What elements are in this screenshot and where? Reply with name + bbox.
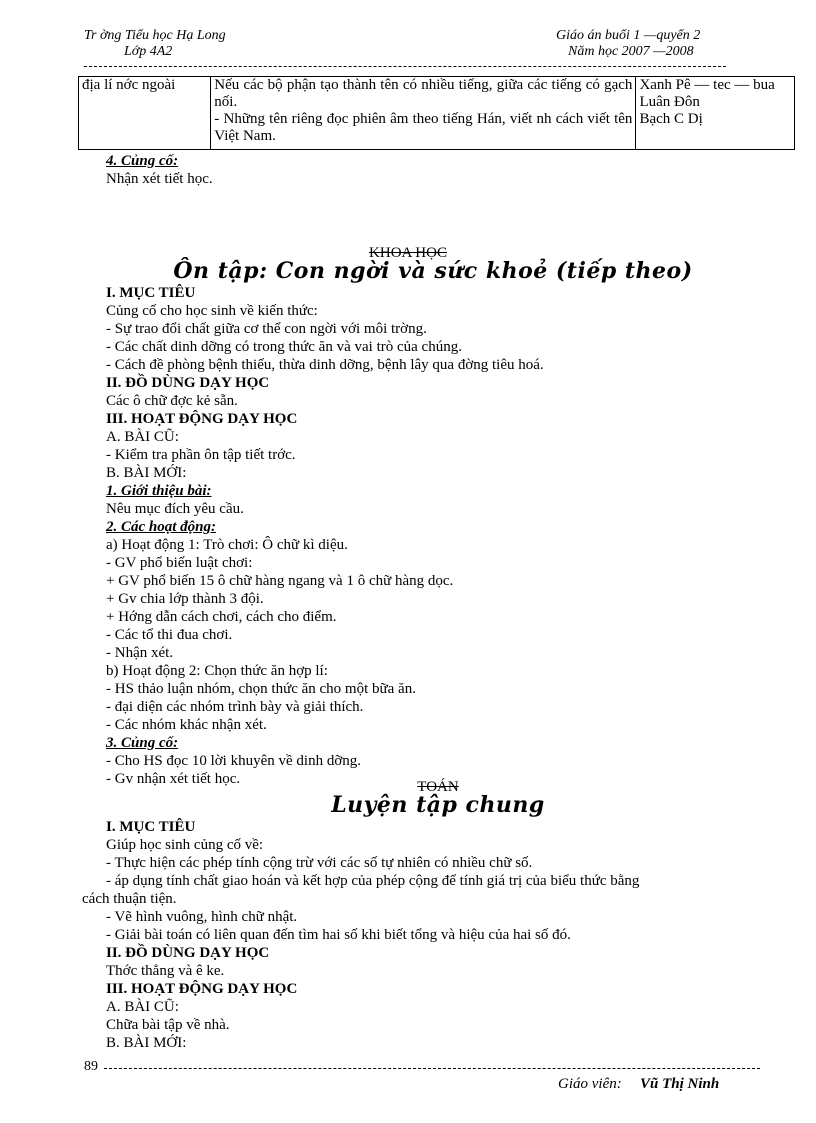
example-line: Xanh Pê — tec — bua bbox=[639, 77, 775, 93]
body-line: - Gv nhận xét tiết học. bbox=[106, 771, 241, 787]
subsection-heading: 2. Các hoạt động: bbox=[106, 519, 217, 535]
lesson-title-math: Luyện tập chung bbox=[331, 792, 545, 818]
body-line: - Các tổ thi đua chơi. bbox=[106, 627, 233, 643]
section-heading: II. ĐỒ DÙNG DẠY HỌC bbox=[106, 375, 270, 391]
body-line: A. BÀI CŨ: bbox=[106, 999, 179, 1015]
section-heading: I. MỤC TIÊU bbox=[106, 285, 196, 301]
body-line: B. BÀI MỚI: bbox=[106, 465, 187, 481]
body-line: + GV phổ biến 15 ô chữ hàng ngang và 1 ô chữ hàng dọc. bbox=[106, 573, 454, 589]
school-year: Năm học 2007 —2008 bbox=[568, 44, 694, 59]
body-line: - áp dụng tính chất giao hoán và kết hợp của phép cộng để tính giá trị của biểu thức bằng bbox=[106, 873, 640, 889]
body-line: Giúp học sinh củng cố về: bbox=[106, 837, 264, 853]
body-line: - Các nhóm khác nhận xét. bbox=[106, 717, 267, 733]
body-line: Nêu mục đích yêu cầu. bbox=[106, 501, 244, 517]
body-line: - đại diện các nhóm trình bày và giải thích. bbox=[106, 699, 364, 715]
body-line: - Vẽ hình vuông, hình chữ nhật. bbox=[106, 909, 298, 925]
subject-science: KHOA HỌC bbox=[369, 245, 447, 261]
body-line: + Hớng dẫn cách chơi, cách cho điểm. bbox=[106, 609, 337, 625]
rules-table bbox=[78, 76, 795, 150]
table-cell-topic: địa lí nớc ngoài bbox=[79, 77, 211, 150]
subsection-heading: 1. Giới thiệu bài: bbox=[106, 483, 212, 499]
header-divider bbox=[84, 66, 726, 67]
body-line: Nhận xét tiết học. bbox=[106, 171, 213, 187]
section-heading: II. ĐỒ DÙNG DẠY HỌC bbox=[106, 945, 270, 961]
example-line: Luân Đôn bbox=[639, 94, 700, 110]
body-line: - Cách đề phòng bệnh thiếu, thừa dinh dỡng, bệnh lây qua đờng tiêu hoá. bbox=[106, 357, 544, 373]
subsection-heading: 3. Củng cố: bbox=[106, 735, 179, 751]
body-line: cách thuận tiện. bbox=[82, 891, 177, 907]
body-line: - Các chất dinh dỡng có trong thức ăn và vai trò của chúng. bbox=[106, 339, 462, 355]
body-line: A. BÀI CŨ: bbox=[106, 429, 179, 445]
body-line: + Gv chia lớp thành 3 đội. bbox=[106, 591, 264, 607]
body-line: - Thực hiện các phép tính cộng trừ với các số tự nhiên có nhiều chữ số. bbox=[106, 855, 533, 871]
body-line: - Cho HS đọc 10 lời khuyên về dinh dỡng. bbox=[106, 753, 362, 769]
teacher-name: Vũ Thị Ninh bbox=[640, 1076, 720, 1092]
body-line: B. BÀI MỚI: bbox=[106, 1035, 187, 1051]
subject-math: TOÁN bbox=[417, 779, 459, 795]
class-name: Lớp 4A2 bbox=[124, 44, 173, 59]
previous-lesson-end bbox=[106, 152, 786, 188]
section-heading: 4. Củng cố: bbox=[106, 153, 179, 169]
body-line: b) Hoạt động 2: Chọn thức ăn hợp lí: bbox=[106, 663, 328, 679]
school-name: Tr ờng Tiểu học Hạ Long bbox=[84, 28, 226, 43]
body-line: Chữa bài tập về nhà. bbox=[106, 1017, 230, 1033]
science-lesson-body bbox=[106, 284, 786, 788]
rule-line: Nếu các bộ phận tạo thành tên có nhiều tiếng, giữa các tiếng có gạch nối. bbox=[214, 77, 633, 110]
body-line: - Nhận xét. bbox=[106, 645, 174, 661]
section-heading: I. MỤC TIÊU bbox=[106, 819, 196, 835]
body-line: - GV phổ biến luật chơi: bbox=[106, 555, 253, 571]
body-line: - Kiểm tra phần ôn tập tiết trớc. bbox=[106, 447, 296, 463]
table-row bbox=[79, 77, 795, 150]
table-cell-examples bbox=[636, 77, 795, 150]
teacher-label: Giáo viên: bbox=[558, 1076, 622, 1092]
section-heading: III. HOẠT ĐỘNG DẠY HỌC bbox=[106, 411, 298, 427]
body-line: - Sự trao đổi chất giữa cơ thể con ngời với môi trờng. bbox=[106, 321, 427, 337]
footer-divider bbox=[104, 1068, 760, 1069]
body-line: a) Hoạt động 1: Trò chơi: Ô chữ kì diệu. bbox=[106, 537, 348, 553]
section-heading: III. HOẠT ĐỘNG DẠY HỌC bbox=[106, 981, 298, 997]
page-number: 89 bbox=[84, 1059, 98, 1074]
body-line: Củng cố cho học sinh về kiến thức: bbox=[106, 303, 318, 319]
example-line: Bạch C Dị bbox=[639, 111, 703, 127]
lesson-title-science: Ôn tập: Con ngời và sức khoẻ (tiếp theo) bbox=[173, 258, 693, 284]
body-line: - HS thảo luận nhóm, chọn thức ăn cho một bữa ăn. bbox=[106, 681, 416, 697]
body-line: Thớc thẳng và ê ke. bbox=[106, 963, 225, 979]
table-cell-rule bbox=[211, 77, 636, 150]
lesson-plan-label: Giáo án buổi 1 —quyển 2 bbox=[556, 28, 701, 43]
rule-line: - Những tên riêng đọc phiên âm theo tiếng Hán, viết nh cách viết tên Việt Nam. bbox=[214, 111, 633, 144]
body-line: - Giải bài toán có liên quan đến tìm hai số khi biết tổng và hiệu của hai số đó. bbox=[106, 927, 571, 943]
math-lesson-body bbox=[82, 818, 786, 1052]
body-line: Các ô chữ đợc kẻ sẵn. bbox=[106, 393, 238, 409]
